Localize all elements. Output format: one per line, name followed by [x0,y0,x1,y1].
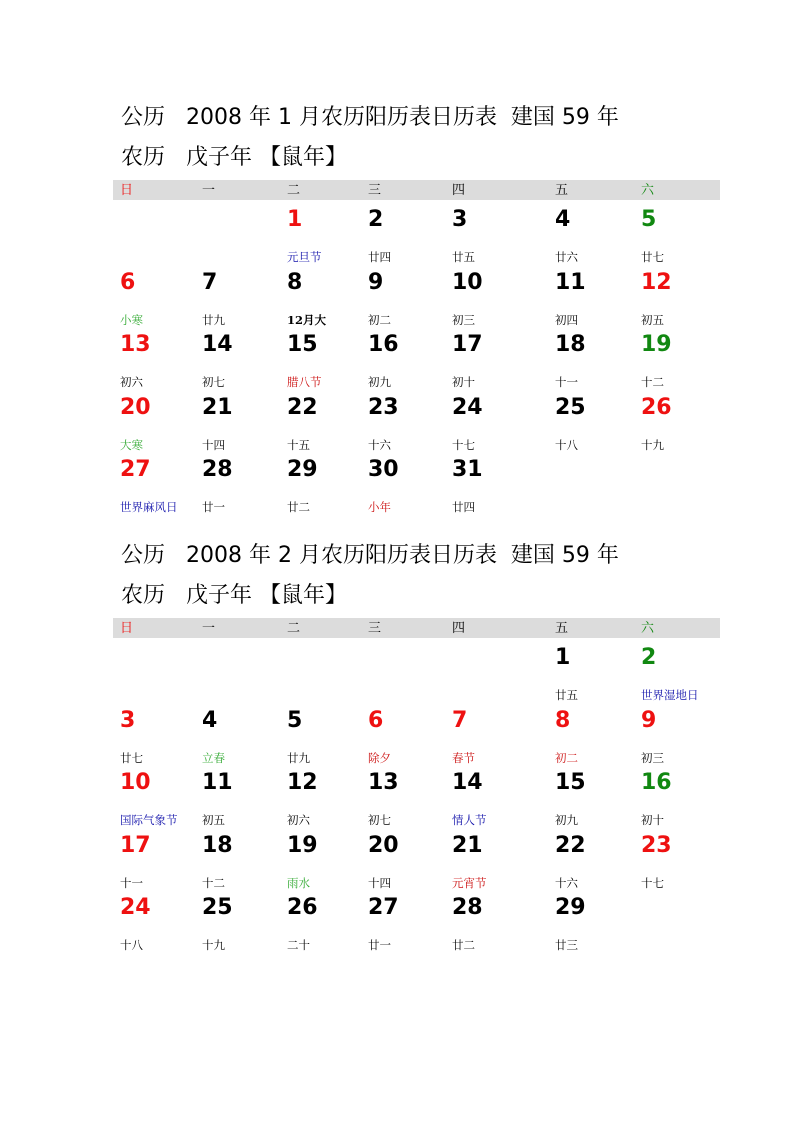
lunar-date-label: 十六 [368,437,391,452]
lunar-date-label: 腊八节 [287,375,322,389]
day-number: 2 [368,207,384,232]
week-row [113,263,720,326]
day-number: 6 [120,269,136,295]
day-cell [280,763,361,826]
day-number: 10 [120,770,151,795]
day-cell [280,826,361,889]
day-number: 16 [641,770,672,795]
day-cell [113,450,195,513]
lunar-date-label: 初六 [120,375,143,389]
day-number: 23 [368,394,399,420]
lunar-date-label: 廿六 [555,250,578,264]
empty-cell [361,638,445,701]
weekday-header [113,618,720,638]
day-cell [634,325,720,388]
lunar-date-label: 廿二 [287,500,310,514]
day-cell [634,701,720,764]
day-cell [445,826,548,889]
day-number: 2 [641,645,657,670]
day-cell [445,701,548,764]
lunar-date-label: 十九 [641,437,664,452]
day-number: 26 [287,895,318,920]
day-number: 29 [287,457,318,482]
day-cell [548,826,634,889]
day-cell [634,388,720,451]
day-cell [445,763,548,826]
day-cell [634,763,720,826]
day-cell [548,263,634,326]
day-number: 5 [641,207,657,232]
lunar-date-label: 廿九 [287,750,310,765]
day-number: 1 [287,207,303,232]
lunar-date-label: 12月大 [287,312,327,327]
weekday-sun: 日 [120,183,134,198]
day-number: 6 [368,707,384,733]
lunar-date-label: 二十 [287,938,310,952]
lunar-date-label: 世界湿地日 [641,688,699,702]
lunar-date-label: 初二 [555,750,578,765]
weekday-thu: 四 [452,183,466,198]
day-cell [280,200,361,263]
day-number: 27 [120,457,151,482]
lunar-date-label: 世界麻风日 [120,500,178,514]
day-number: 14 [452,770,483,795]
day-number: 11 [555,269,586,295]
day-cell [280,888,361,951]
lunar-date-label: 小年 [368,500,391,514]
week-row [113,200,720,263]
week-row [113,826,720,889]
day-cell [280,450,361,513]
day-number: 17 [452,332,483,357]
day-cell [361,388,445,451]
lunar-date-label: 廿一 [368,938,391,952]
lunar-date-label: 春节 [452,750,475,765]
lunar-date-label: 廿一 [202,500,225,514]
day-number: 20 [120,394,151,420]
day-cell [113,888,195,951]
day-number: 22 [287,394,318,420]
day-cell [113,263,195,326]
weekday-header [113,180,720,200]
day-number: 10 [452,269,483,295]
day-number: 21 [202,394,233,420]
day-grid [113,200,720,513]
day-number: 25 [202,895,233,920]
day-grid [113,638,720,951]
lunar-date-label: 廿九 [202,312,225,327]
day-number: 4 [202,707,218,733]
day-cell [195,888,280,951]
weekday-tue: 二 [287,621,301,636]
empty-cell [634,888,720,951]
day-cell [634,638,720,701]
day-cell [195,263,280,326]
day-number: 12 [641,269,672,295]
lunar-date-label: 廿七 [120,750,143,765]
weekday-sat: 六 [641,621,655,636]
day-cell [361,888,445,951]
day-number: 20 [368,832,399,858]
lunar-date-label: 十一 [120,875,143,890]
day-cell [361,701,445,764]
day-number: 19 [287,832,318,858]
day-number: 29 [555,895,586,920]
empty-cell [195,638,280,701]
day-cell [361,200,445,263]
empty-cell [113,200,195,263]
lunar-date-label: 初七 [202,375,225,389]
lunar-date-label: 廿七 [641,250,664,264]
month-title: 公历 2008 年 1 月农历阳历表日历表 建国 59 年 [121,105,619,130]
day-number: 26 [641,394,672,420]
day-number: 11 [202,770,233,795]
empty-cell [113,638,195,701]
lunar-year-line: 农历 戊子年 【鼠年】 [121,583,347,608]
day-cell [280,325,361,388]
day-cell [548,701,634,764]
week-row [113,388,720,451]
day-number: 12 [287,770,318,795]
lunar-date-label: 初四 [555,312,578,327]
lunar-date-label: 十六 [555,875,578,890]
lunar-date-label: 小寒 [120,312,143,327]
lunar-date-label: 大寒 [120,437,143,452]
lunar-date-label: 初五 [202,813,225,827]
empty-cell [634,450,720,513]
day-number: 15 [555,770,586,795]
week-row [113,888,720,951]
lunar-date-label: 国际气象节 [120,813,178,827]
day-cell [548,763,634,826]
day-number: 3 [120,707,136,733]
day-number: 8 [555,707,571,733]
day-cell [113,701,195,764]
lunar-date-label: 十一 [555,375,578,389]
weekday-mon: 一 [202,183,216,198]
day-number: 23 [641,832,672,858]
lunar-date-label: 十七 [452,437,475,452]
weekday-fri: 五 [555,183,569,198]
day-cell [445,450,548,513]
lunar-date-label: 初九 [555,813,578,827]
lunar-date-label: 除夕 [368,750,391,765]
day-number: 3 [452,207,468,232]
day-number: 17 [120,832,151,858]
lunar-date-label: 廿二 [452,938,475,952]
day-number: 22 [555,832,586,858]
empty-cell [280,638,361,701]
weekday-thu: 四 [452,621,466,636]
day-cell [195,388,280,451]
day-cell [634,263,720,326]
day-number: 9 [641,707,657,733]
day-number: 4 [555,207,571,232]
day-cell [445,263,548,326]
weekday-wed: 三 [368,621,382,636]
week-row [113,325,720,388]
week-row [113,638,720,701]
weekday-tue: 二 [287,183,301,198]
lunar-date-label: 初五 [641,312,664,327]
lunar-date-label: 廿五 [452,250,475,264]
lunar-date-label: 初三 [452,312,475,327]
day-cell [195,826,280,889]
day-cell [113,763,195,826]
day-cell [113,826,195,889]
day-number: 1 [555,645,571,670]
day-cell [548,888,634,951]
day-number: 13 [120,332,151,357]
calendar-february [113,538,720,951]
day-number: 30 [368,457,399,482]
day-cell [361,325,445,388]
lunar-date-label: 廿五 [555,688,578,702]
day-number: 18 [202,832,233,858]
day-cell [361,763,445,826]
day-number: 14 [202,332,233,357]
calendar-january [113,100,720,513]
day-number: 27 [368,895,399,920]
day-number: 13 [368,770,399,795]
day-cell [548,200,634,263]
day-cell [634,826,720,889]
lunar-date-label: 初十 [641,813,664,827]
day-cell [280,701,361,764]
day-cell [548,325,634,388]
lunar-date-label: 情人节 [452,813,487,827]
lunar-date-label: 十八 [120,938,143,952]
day-number: 19 [641,332,672,357]
empty-cell [548,450,634,513]
day-cell [445,888,548,951]
lunar-date-label: 廿三 [555,938,578,952]
day-number: 7 [202,269,218,295]
day-cell [113,388,195,451]
day-cell [195,325,280,388]
weekday-sat: 六 [641,183,655,198]
day-cell [445,388,548,451]
day-cell [634,200,720,263]
day-number: 15 [287,332,318,357]
day-cell [548,638,634,701]
month-title: 公历 2008 年 2 月农历阳历表日历表 建国 59 年 [121,543,619,568]
day-cell [195,450,280,513]
day-cell [361,450,445,513]
empty-cell [195,200,280,263]
week-row [113,701,720,764]
weekday-mon: 一 [202,621,216,636]
lunar-date-label: 十八 [555,437,578,452]
day-number: 7 [452,707,468,733]
day-cell [445,200,548,263]
lunar-date-label: 十二 [202,875,225,890]
day-number: 8 [287,269,303,295]
day-number: 18 [555,332,586,357]
day-cell [195,763,280,826]
day-number: 24 [452,394,483,420]
day-cell [361,263,445,326]
lunar-date-label: 十五 [287,437,310,452]
lunar-date-label: 廿四 [368,250,391,264]
day-cell [361,826,445,889]
day-number: 16 [368,332,399,357]
day-number: 21 [452,832,483,858]
lunar-date-label: 初二 [368,312,391,327]
weekday-wed: 三 [368,183,382,198]
day-cell [445,325,548,388]
day-cell [195,701,280,764]
lunar-date-label: 十九 [202,938,225,952]
day-number: 28 [202,457,233,482]
week-row [113,763,720,826]
day-cell [113,325,195,388]
day-number: 24 [120,895,151,920]
week-row [113,450,720,513]
day-number: 28 [452,895,483,920]
lunar-date-label: 雨水 [287,875,310,890]
day-cell [280,388,361,451]
lunar-date-label: 十二 [641,375,664,389]
weekday-sun: 日 [120,621,134,636]
weekday-fri: 五 [555,621,569,636]
lunar-date-label: 廿四 [452,500,475,514]
day-cell [548,388,634,451]
lunar-date-label: 元宵节 [452,875,487,890]
lunar-date-label: 初六 [287,813,310,827]
lunar-date-label: 元旦节 [287,250,322,264]
lunar-date-label: 初九 [368,375,391,389]
day-cell [280,263,361,326]
lunar-date-label: 十四 [368,875,391,890]
lunar-date-label: 初三 [641,750,664,765]
lunar-year-line: 农历 戊子年 【鼠年】 [121,145,347,170]
lunar-date-label: 初十 [452,375,475,389]
day-number: 25 [555,394,586,420]
lunar-date-label: 立春 [202,750,225,765]
day-number: 5 [287,707,303,733]
lunar-date-label: 初七 [368,813,391,827]
day-number: 31 [452,457,483,482]
day-number: 9 [368,269,384,295]
lunar-date-label: 十四 [202,437,225,452]
lunar-date-label: 十七 [641,875,664,890]
empty-cell [445,638,548,701]
